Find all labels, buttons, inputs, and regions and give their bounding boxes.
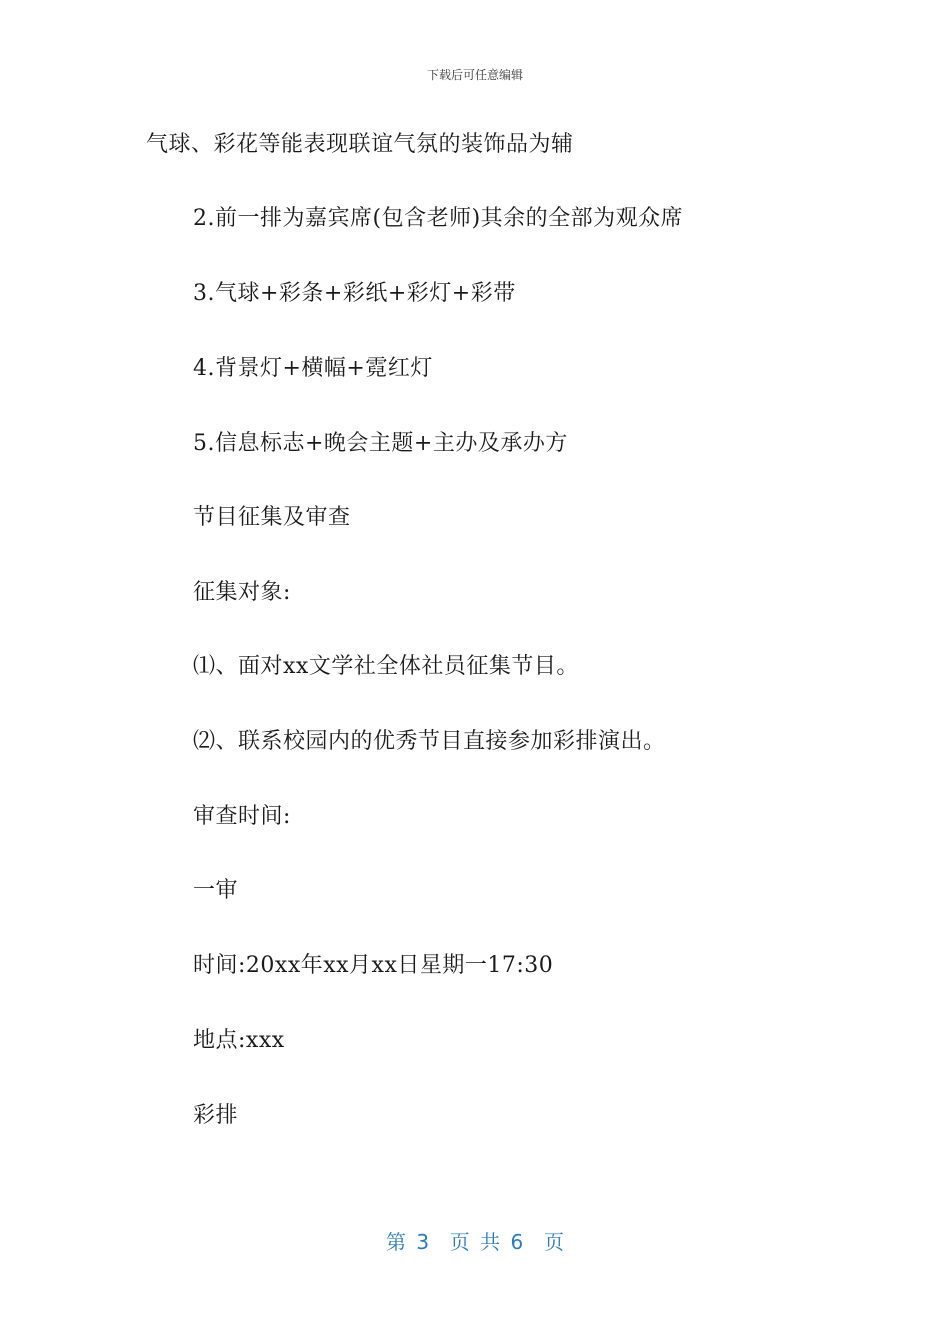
list-item-lights: 4.背景灯+横幅+霓红灯 — [193, 356, 433, 381]
section-heading-program-collection: 节目征集及审查 — [193, 505, 351, 530]
review-time-line: 时间:20xx年xx月xx日星期一17:30 — [193, 953, 554, 978]
label-review-time: 审查时间: — [193, 804, 291, 829]
first-review-heading: 一审 — [193, 878, 239, 903]
collection-item-2: ⑵、联系校园内的优秀节目直接参加彩排演出。 — [193, 729, 666, 754]
collection-item-1: ⑴、面对xx文学社全体社员征集节目。 — [193, 654, 579, 679]
review-location-line: 地点:xxx — [193, 1028, 285, 1053]
page-number-text: 第 3 页 共 6 页 — [386, 1230, 564, 1254]
label-collection-target: 征集对象: — [193, 580, 291, 605]
page-header: 下载后可任意编辑 — [426, 68, 523, 82]
list-item-balloons: 3.气球+彩条+彩纸+彩灯+彩带 — [193, 281, 516, 306]
list-item-signage: 5.信息标志+晚会主题+主办及承办方 — [193, 431, 568, 456]
decoration-continuation-line: 气球、彩花等能表现联谊气氛的装饰品为辅 — [146, 132, 574, 157]
list-item-seating: 2.前一排为嘉宾席(包含老师)其余的全部为观众席 — [193, 206, 684, 231]
rehearsal-heading: 彩排 — [193, 1103, 239, 1128]
page-number-footer — [0, 1226, 950, 1255]
